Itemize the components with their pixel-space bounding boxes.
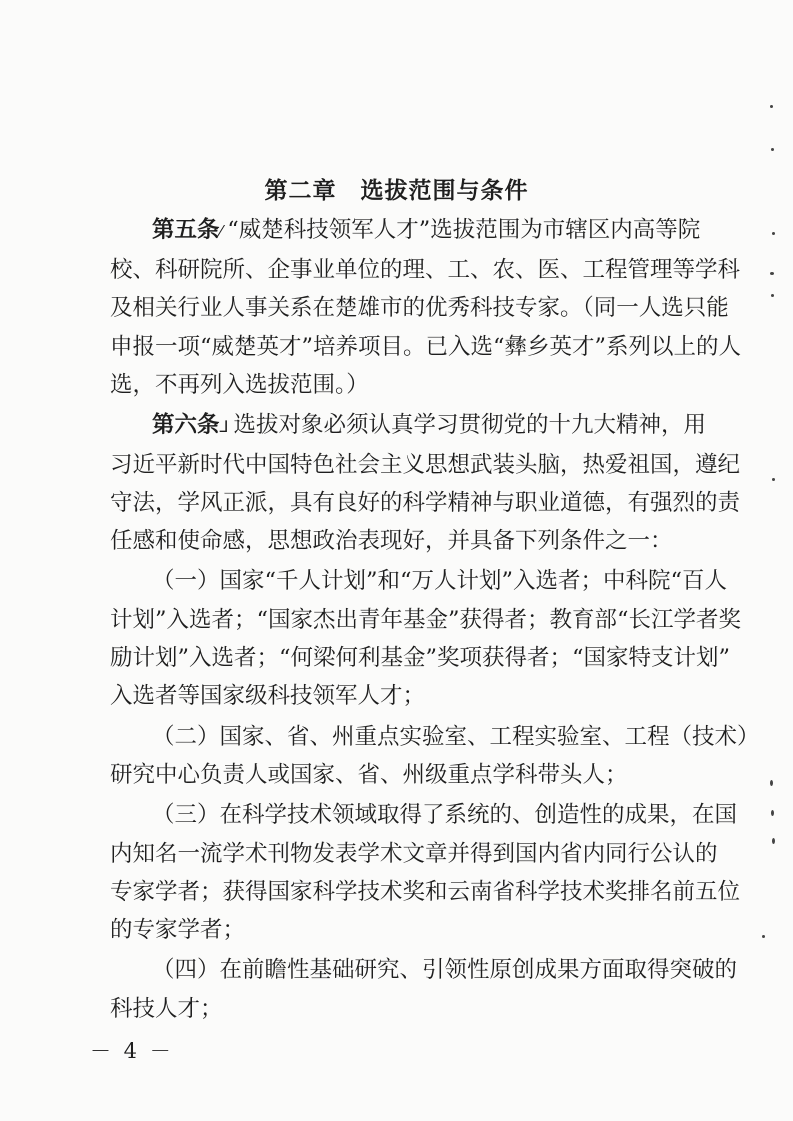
article6-line-1: 第六条⅃ 选拔对象必须认真学习贯彻党的十九大精神，用 [152, 412, 707, 438]
article6-line-3: 守法，学风正派，具有良好的科学精神与职业道德，有强烈的责 [110, 490, 741, 516]
scan-speck [771, 294, 774, 297]
item3-line-2: 内知名一流学术刊物发表学术文章并得到国内省内同行公认的 [110, 841, 718, 867]
item2-line-2: 研究中心负责人或国家、省、州级重点学科带头人； [110, 762, 628, 788]
scan-speck [772, 838, 775, 844]
item1-line-2: 计划”入选者；“国家杰出青年基金”获得者；教育部“长江学者奖 [110, 607, 742, 633]
page-number: － 4 － [90, 1039, 174, 1063]
item1-line-4: 入选者等国家级科技领军人才； [110, 683, 426, 709]
article5-line-5: 选，不再列入选拔范围。） [110, 372, 369, 398]
article5-line-4: 申报一项“威楚英才”培养项目。已入选“彝乡英才”系列以上的人 [110, 334, 742, 360]
scan-speck [762, 935, 765, 938]
chapter-title: 第二章 选拔范围与条件 [264, 178, 529, 204]
item3-line-1: （三）在科学技术领域取得了系统的、创造性的成果，在国 [152, 802, 738, 828]
scan-speck [770, 105, 773, 108]
article5-line-2: 校、科研院所、企事业单位的理、工、农、医、工程管理等学科 [110, 257, 741, 283]
item3-line-3: 专家学者；获得国家科学技术奖和云南省科学技术奖排名前五位 [110, 879, 741, 905]
scan-speck [772, 232, 775, 235]
article5-label: 第五条 [152, 217, 220, 243]
article5-line-1: 第五条⁄ “威楚科技领军人才”选拔范围为市辖区内高等院 [152, 217, 701, 243]
item4-line-2: 科技人才； [110, 996, 223, 1022]
scan-speck [771, 810, 774, 816]
article5-line-3: 及相关行业人事关系在楚雄市的优秀科技专家。（同一人选只能 [110, 295, 729, 321]
scan-speck [770, 780, 773, 786]
item3-line-4: 的专家学者； [110, 917, 246, 943]
scan-speck [770, 272, 774, 275]
article6-label: 第六条 [152, 412, 220, 438]
item2-line-1: （二）国家、省、州重点实验室、工程实验室、工程（技术） [152, 724, 760, 750]
item1-line-3: 励计划”入选者；“何梁何利基金”奖项获得者；“国家特支计划” [110, 645, 731, 671]
item4-line-1: （四）在前瞻性基础研究、引领性原创成果方面取得突破的 [152, 957, 738, 983]
article6-line-2: 习近平新时代中国特色社会主义思想武装头脑，热爱祖国，遵纪 [110, 452, 741, 478]
scan-speck [771, 148, 774, 151]
scan-speck [772, 478, 775, 481]
article6-line-4: 任感和使命感，思想政治表现好，并具备下列条件之一： [110, 528, 673, 554]
item1-line-1: （一）国家“千人计划”和“万人计划”入选者；中科院“百人 [152, 568, 728, 594]
